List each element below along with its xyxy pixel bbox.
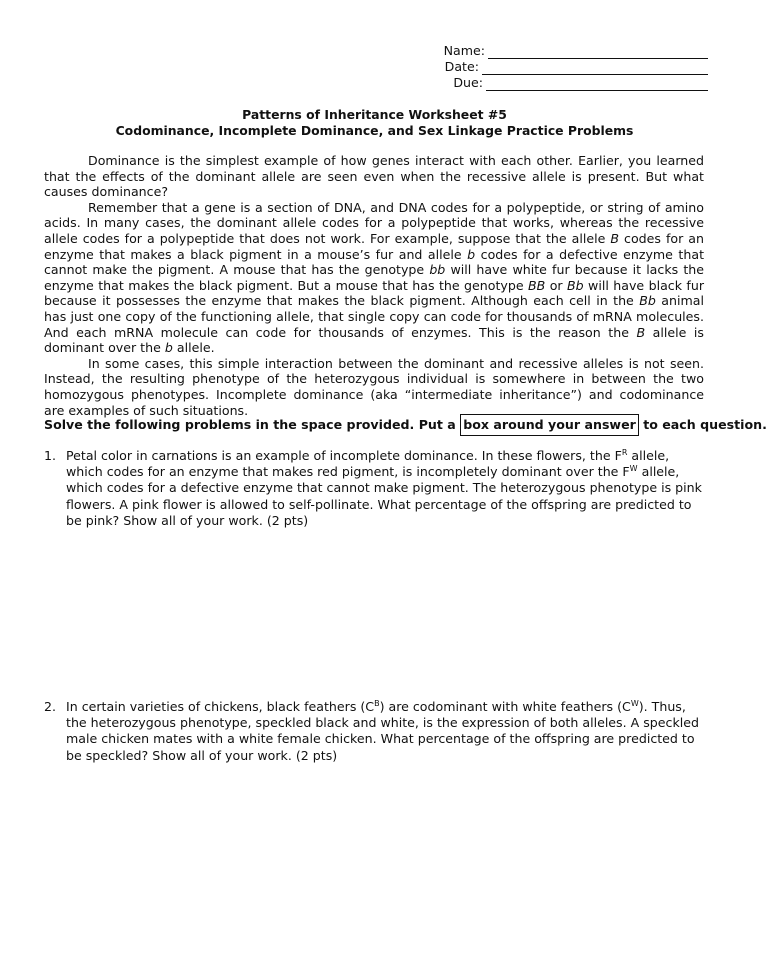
question-number: 2. <box>44 699 57 714</box>
title-line-1: Patterns of Inheritance Worksheet #5 <box>242 107 507 122</box>
text-run: ). Thus, the heterozygous phenotype, speckled black and white, is the expression of both alleles. A speckled male chicken mates with a white female chicken. What percentage of the offspring are predicted to be speckled? Show all of your work. (2 pts) <box>66 699 700 763</box>
allele-symbol: B <box>610 230 620 246</box>
text-run: animal has just one copy of the functioning allele, that single copy can code for thousands of mRNA molecules. And each mRNA molecule can code for thousands of enzymes. This is the reason the <box>44 293 704 340</box>
due-field[interactable] <box>438 75 708 91</box>
genotype-symbol: BB <box>528 277 546 293</box>
allele-superscript: B <box>374 699 380 708</box>
date-blank-line[interactable] <box>482 62 708 75</box>
text-run: allele is dominant over the <box>44 324 704 356</box>
text-run: codes for a defective enzyme that cannot make the pigment. A mouse that has the genotype <box>44 246 705 278</box>
name-field[interactable] <box>438 43 708 59</box>
text-run: codes for an enzyme that makes a black pigment in a mouse’s fur and allele <box>44 230 704 262</box>
text-run: allele. <box>172 340 215 356</box>
instructions-text-end: to each question. <box>638 417 767 432</box>
date-field[interactable] <box>438 59 708 75</box>
boxed-answer-example: box around your answer <box>460 414 639 436</box>
text-run: ) are codominant with white feathers (C <box>379 699 631 714</box>
instructions <box>44 417 767 432</box>
genotype-symbol: Bb <box>567 277 584 293</box>
genotype-symbol: bb <box>429 262 446 278</box>
allele-superscript: W <box>630 699 639 708</box>
genotype-symbol: Bb <box>639 293 656 309</box>
worksheet-title <box>0 107 749 139</box>
allele-superscript: R <box>621 448 628 457</box>
intro-text <box>44 153 704 418</box>
name-label: Name: <box>443 43 485 58</box>
allele-symbol: b <box>467 246 476 262</box>
instructions-text: Solve the following problems in the space provided. Put a <box>44 417 461 432</box>
title-line-2: Codominance, Incomplete Dominance, and Sex Linkage Practice Problems <box>115 123 634 138</box>
name-blank-line[interactable] <box>488 46 708 59</box>
text-run: allele, which codes for an enzyme that makes red pigment, is incompletely dominant over the F <box>66 448 670 480</box>
intro-paragraph-3: In some cases, this simple interaction between the dominant and recessive alleles is not seen. Instead, the resulting phenotype of the heterozygous individual is somewhere in between the two homozygous phenotypes. Incomplete dominance (aka “intermediate inheritance”) and codominance are examples of such situations. <box>44 355 704 418</box>
question-text <box>66 448 704 529</box>
text-run: will have white fur because it lacks the enzyme that makes the black pigment. But a mouse that has the genotype <box>44 262 704 293</box>
intro-paragraph-1: Dominance is the simplest example of how genes interact with each other. Earlier, you learned that the effects of the dominant allele are seen even when the recessive allele is present. But what causes dominance? <box>44 153 704 200</box>
allele-superscript: W <box>629 464 638 474</box>
text-run: will have black fur because it possesses the enzyme that makes the black pigment. Although each cell in the <box>44 277 705 309</box>
student-info-fields <box>438 43 708 91</box>
allele-symbol: B <box>636 324 646 340</box>
question-text <box>66 699 704 764</box>
question-1 <box>44 448 704 529</box>
text-run: In certain varieties of chickens, black feathers (C <box>66 699 375 714</box>
due-label: Due: <box>453 75 483 90</box>
allele-symbol: b <box>164 340 173 356</box>
text-run: or <box>545 277 567 293</box>
date-label: Date: <box>444 59 479 74</box>
intro-paragraph-2 <box>44 200 704 356</box>
question-2 <box>44 699 704 764</box>
text-run: Petal color in carnations is an example of incomplete dominance. In these flowers, the F <box>66 448 622 463</box>
due-blank-line[interactable] <box>486 78 708 91</box>
question-number: 1. <box>44 448 57 463</box>
text-run: allele, which codes for a defective enzyme that cannot make pigment. The heterozygous phenotype is pink flowers. A pink flower is allowed to self-pollinate. What percentage of the offspring are predicted to be pink? Show all of your work. (2 pts) <box>66 464 702 528</box>
text-run: Remember that a gene is a section of DNA, and DNA codes for a polypeptide, or string of amino acids. In many cases, the dominant allele codes for a polypeptide that works, whereas the recessive allele codes for a polypeptide that does not work. For example, suppose that the allele <box>44 199 704 246</box>
